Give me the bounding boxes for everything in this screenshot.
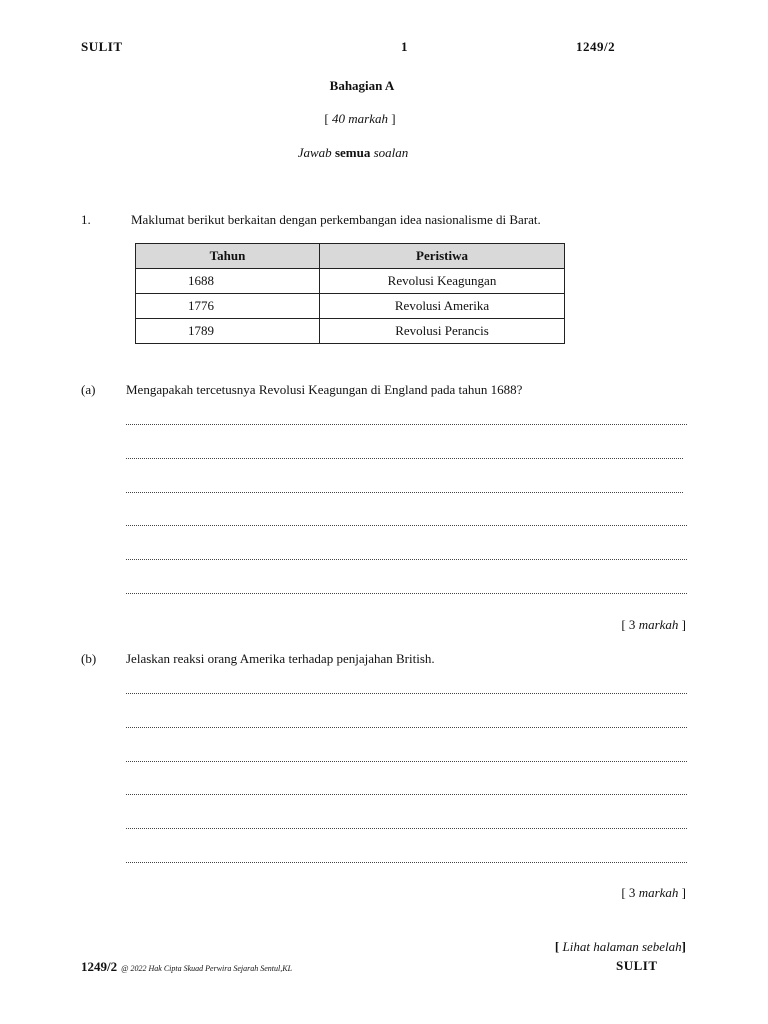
page-number: 1: [401, 39, 408, 54]
answer-line-a4[interactable]: [126, 525, 687, 526]
table-row: [136, 294, 565, 319]
footer-copyright: @ 2022 Hak Cipta Skuad Perwira Sejarah Sentul,KL: [121, 964, 293, 973]
marks-close: ]: [387, 111, 396, 126]
part-b-marks-close: ]: [678, 885, 686, 900]
section-title: Bahagian A: [329, 78, 395, 93]
answer-line-b1[interactable]: [126, 693, 687, 694]
table-row: [136, 319, 565, 344]
part-a-marks-close: ]: [678, 617, 686, 632]
instruction-part2: soalan: [370, 145, 409, 160]
part-a-marks: [621, 617, 686, 633]
answer-line-b2[interactable]: [126, 727, 687, 728]
table-cell-event: Revolusi Perancis: [320, 319, 565, 344]
part-a-question: Mengapakah tercetusnya Revolusi Keagungan di England pada tahun 1688?: [126, 382, 523, 397]
part-b-label: (b): [81, 651, 97, 666]
answer-line-b4[interactable]: [126, 794, 687, 795]
answer-line-b3[interactable]: [126, 761, 687, 762]
table-cell-year: 1789: [136, 319, 320, 344]
footer-left: [81, 958, 292, 976]
table-row: [136, 269, 565, 294]
table-header-event: Peristiwa: [320, 244, 565, 269]
answer-line-a1[interactable]: [126, 424, 687, 425]
marks-text: 40 markah: [332, 111, 388, 126]
info-table: [135, 243, 565, 344]
next-page-note: [555, 939, 686, 955]
answer-line-a5[interactable]: [126, 559, 687, 560]
table-cell-event: Revolusi Keagungan: [320, 269, 565, 294]
answer-line-a3[interactable]: [126, 492, 683, 493]
part-a-marks-text: markah: [638, 617, 679, 632]
part-a-marks-open: [ 3: [621, 617, 639, 632]
table-header-row: [136, 244, 565, 269]
table-cell-year: 1776: [136, 294, 320, 319]
marks-open: [: [324, 111, 333, 126]
part-b-marks: [621, 885, 686, 901]
next-page-open: [: [554, 939, 563, 954]
table-cell-year: 1688: [136, 269, 320, 294]
part-b-marks-text: markah: [638, 885, 679, 900]
footer-sulit: SULIT: [616, 958, 658, 973]
question-number: 1.: [81, 212, 91, 227]
instruction-part1: Jawab: [297, 145, 335, 160]
part-b-question: Jelaskan reaksi orang Amerika terhadap penjajahan British.: [126, 651, 435, 666]
answer-line-a2[interactable]: [126, 458, 683, 459]
part-a-label: (a): [81, 382, 96, 397]
next-page-close: ]: [681, 939, 686, 954]
table-cell-event: Revolusi Amerika: [320, 294, 565, 319]
header-sulit: SULIT: [81, 39, 123, 54]
answer-line-b5[interactable]: [126, 828, 687, 829]
section-marks: [0, 111, 720, 127]
instruction-bold: semua: [334, 145, 371, 160]
question-text: Maklumat berikut berkaitan dengan perkembangan idea nasionalisme di Barat.: [131, 212, 541, 227]
table-header-year: Tahun: [136, 244, 320, 269]
next-page-text: Lihat halaman sebelah: [562, 939, 682, 954]
instruction: [0, 145, 706, 161]
paper-code: 1249/2: [576, 39, 616, 54]
part-b-marks-open: [ 3: [621, 885, 639, 900]
answer-line-a6[interactable]: [126, 593, 687, 594]
footer-code: 1249/2: [81, 959, 118, 974]
answer-line-b6[interactable]: [126, 862, 687, 863]
